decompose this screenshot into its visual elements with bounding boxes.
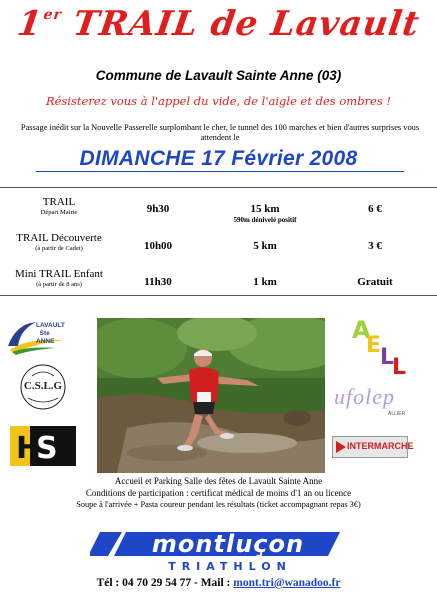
intermarche-text: INTERMARCHE	[347, 441, 414, 451]
event-date: DIMANCHE 17 Février 2008	[79, 147, 358, 170]
contact-mail-link[interactable]: mont.tri@wanadoo.fr	[233, 577, 341, 589]
trail-runner-photo	[97, 318, 325, 473]
passage-text: Passage inédit sur la Nouvelle Passerelle surplombant le cher, le tunnel des 100 marches et bien d'autres surprises vous attendent le	[20, 123, 420, 142]
title-ordinal: er	[42, 7, 63, 23]
svg-text:L: L	[380, 345, 395, 370]
contact-tel: Tél : 04 70 29 54 77 - Mail :	[96, 577, 234, 589]
svg-text:A: A	[352, 316, 371, 344]
race-time: 10h00	[143, 240, 173, 252]
info-meal: Soupe à l'arrivée + Pasta coureur pendant les résultats (ticket accompagnant repas 3€)	[76, 500, 361, 509]
race-row	[0, 268, 437, 304]
montlucon-text: montluçon	[151, 530, 305, 558]
race-elevation: 590m dénivelé positif	[233, 216, 297, 224]
contact-line	[0, 577, 437, 589]
ufolep-subtext: ALLIER	[388, 411, 406, 417]
race-price: 3 €	[368, 240, 382, 252]
practical-info	[0, 475, 437, 511]
race-time: 11h30	[144, 276, 172, 288]
cslg-logo	[18, 362, 68, 412]
race-price: 6 €	[368, 203, 382, 215]
ufolep-logo	[330, 384, 430, 424]
races-table	[0, 187, 437, 296]
race-note: (à partir de Cadet)	[35, 245, 83, 252]
race-distance: 15 km 590m dénivelé positif	[205, 203, 325, 224]
race-row	[0, 232, 437, 268]
poster-title	[0, 4, 437, 44]
commune-subtitle: Commune de Lavault Sainte Anne (03)	[95, 68, 342, 83]
race-note: (à partir de 8 ans)	[36, 281, 82, 288]
triathlon-text: TRIATHLON	[168, 560, 292, 572]
lavault-logo-text: LAVAULT Ste ANNE	[36, 322, 65, 345]
slogan: Résisterez vous à l'appel du vide, de l'aigle et des ombres !	[45, 94, 392, 108]
aell-logo	[350, 314, 410, 376]
ufolep-text: ufolep	[334, 384, 395, 409]
race-name: TRAIL Découverte (à partir de Cadet)	[0, 232, 118, 252]
race-distance: 1 km	[253, 276, 277, 288]
info-conditions: Conditions de participation : certificat médical de moins d'1 an ou licence	[85, 488, 352, 498]
race-distance: 5 km	[253, 240, 277, 252]
title-main: TRAIL de Lavault	[70, 4, 423, 44]
lavault-logo	[6, 316, 66, 356]
race-name: Mini TRAIL Enfant (à partir de 8 ans)	[0, 268, 118, 288]
race-row	[0, 196, 437, 232]
svg-text:E: E	[366, 333, 382, 358]
race-note: Départ Mairie	[40, 209, 78, 216]
title-number: 1	[14, 4, 46, 44]
montlucon-triathlon-logo	[90, 528, 346, 572]
svg-text:H: H	[16, 431, 42, 466]
svg-text:L: L	[392, 355, 407, 376]
cslg-text: C.S.L.G	[23, 380, 63, 392]
race-name: TRAIL Départ Mairie	[0, 196, 118, 216]
race-time: 9h30	[146, 203, 170, 215]
info-reception: Accueil et Parking Salle des fêtes de Lavault Sainte Anne	[114, 476, 323, 486]
intermarche-logo	[332, 436, 414, 458]
race-price: Gratuit	[357, 276, 393, 288]
svg-text:S: S	[36, 431, 58, 466]
sh-logo	[10, 424, 76, 466]
date-underline	[36, 171, 404, 172]
